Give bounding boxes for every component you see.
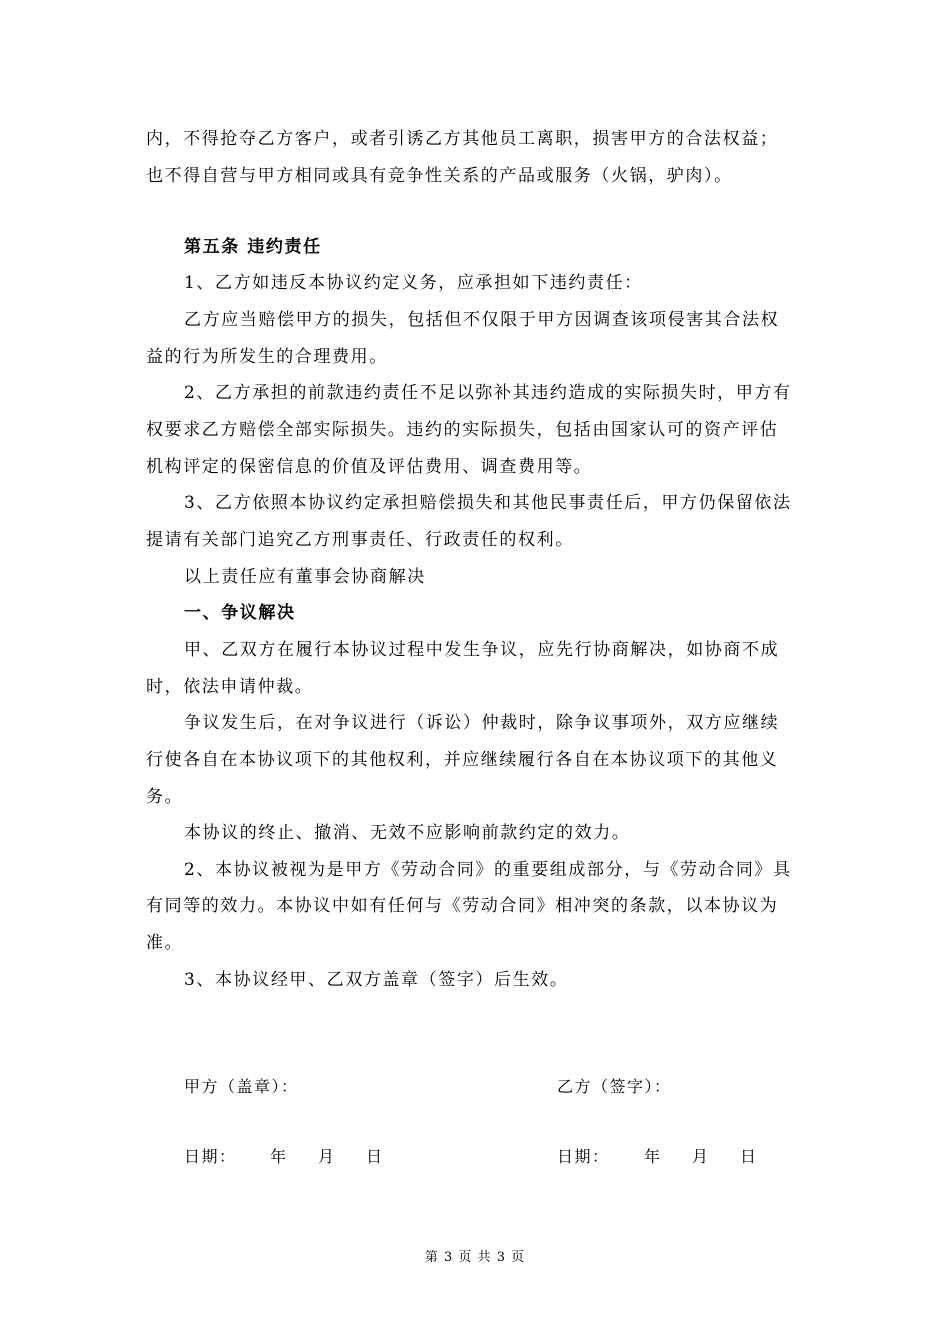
paragraph-line: 3、本协议经甲、乙双方盖章（签字）后生效。 <box>184 970 569 990</box>
party-b-date-month: 月 <box>692 1147 710 1166</box>
paragraph-line: 乙方应当赔偿甲方的损失，包括但不仅限于甲方因调查该项侵害其合法权 <box>184 310 780 330</box>
paragraph-line: 有同等的效力。本协议中如有任何与《劳动合同》相冲突的条款，以本协议为 <box>146 896 779 916</box>
paragraph-line: 准。 <box>146 933 184 953</box>
paragraph-line: 内，不得抢夺乙方客户，或者引诱乙方其他员工离职，损害甲方的合法权益； <box>146 129 779 149</box>
paragraph-line: 机构评定的保密信息的价值及评估费用、调查费用等。 <box>146 457 593 477</box>
paragraph-line: 以上责任应有董事会协商解决 <box>184 567 426 587</box>
paragraph-line: 本协议的终止、撤消、无效不应影响前款约定的效力。 <box>184 823 631 843</box>
paragraph-line: 务。 <box>146 787 184 807</box>
party-b-sign-label: 乙方（签字）： <box>557 1077 672 1096</box>
paragraph-line: 权要求乙方赔偿全部实际损失。违约的实际损失，包括由国家认可的资产评估 <box>146 420 779 440</box>
party-b-date-day: 日 <box>740 1147 758 1166</box>
section-heading-article5: 第五条 违约责任 <box>184 237 322 257</box>
paragraph-line: 2、乙方承担的前款违约责任不足以弥补其违约造成的实际损失时，甲方有 <box>184 383 792 403</box>
paragraph-line: 争议发生后，在对争议进行（诉讼）仲裁时，除争议事项外，双方应继续 <box>184 713 780 733</box>
party-a-date-label: 日期： <box>184 1147 237 1166</box>
paragraph-line: 也不得自营与甲方相同或具有竞争性关系的产品或服务（火锅，驴肉）。 <box>146 166 733 186</box>
party-a-date-month: 月 <box>318 1147 336 1166</box>
party-a-date-day: 日 <box>366 1147 384 1166</box>
paragraph-line: 时，依法申请仲裁。 <box>146 677 314 697</box>
party-b-date-label: 日期： <box>557 1147 610 1166</box>
section-heading-dispute: 一、争议解决 <box>184 603 296 623</box>
paragraph-line: 提请有关部门追究乙方刑事责任、行政责任的权利。 <box>146 530 574 550</box>
paragraph-line: 甲、乙双方在履行本协议过程中发生争议，应先行协商解决，如协商不成 <box>184 640 780 660</box>
paragraph-line: 1、乙方如违反本协议约定义务，应承担如下违约责任： <box>184 273 643 293</box>
paragraph-line: 2、本协议被视为是甲方《劳动合同》的重要组成部分，与《劳动合同》具 <box>184 860 792 880</box>
party-b-date-year: 年 <box>644 1147 662 1166</box>
page-number-footer: 第 3 页 共 3 页 <box>424 1250 526 1265</box>
paragraph-line: 行使各自在本协议项下的其他权利，并应继续履行各自在本协议项下的其他义 <box>146 750 779 770</box>
paragraph-line: 益的行为所发生的合理费用。 <box>146 347 388 367</box>
party-a-date-year: 年 <box>270 1147 288 1166</box>
paragraph-line: 3、乙方依照本协议约定承担赔偿损失和其他民事责任后，甲方仍保留依法 <box>184 493 792 513</box>
party-a-seal-label: 甲方（盖章）： <box>184 1077 299 1096</box>
